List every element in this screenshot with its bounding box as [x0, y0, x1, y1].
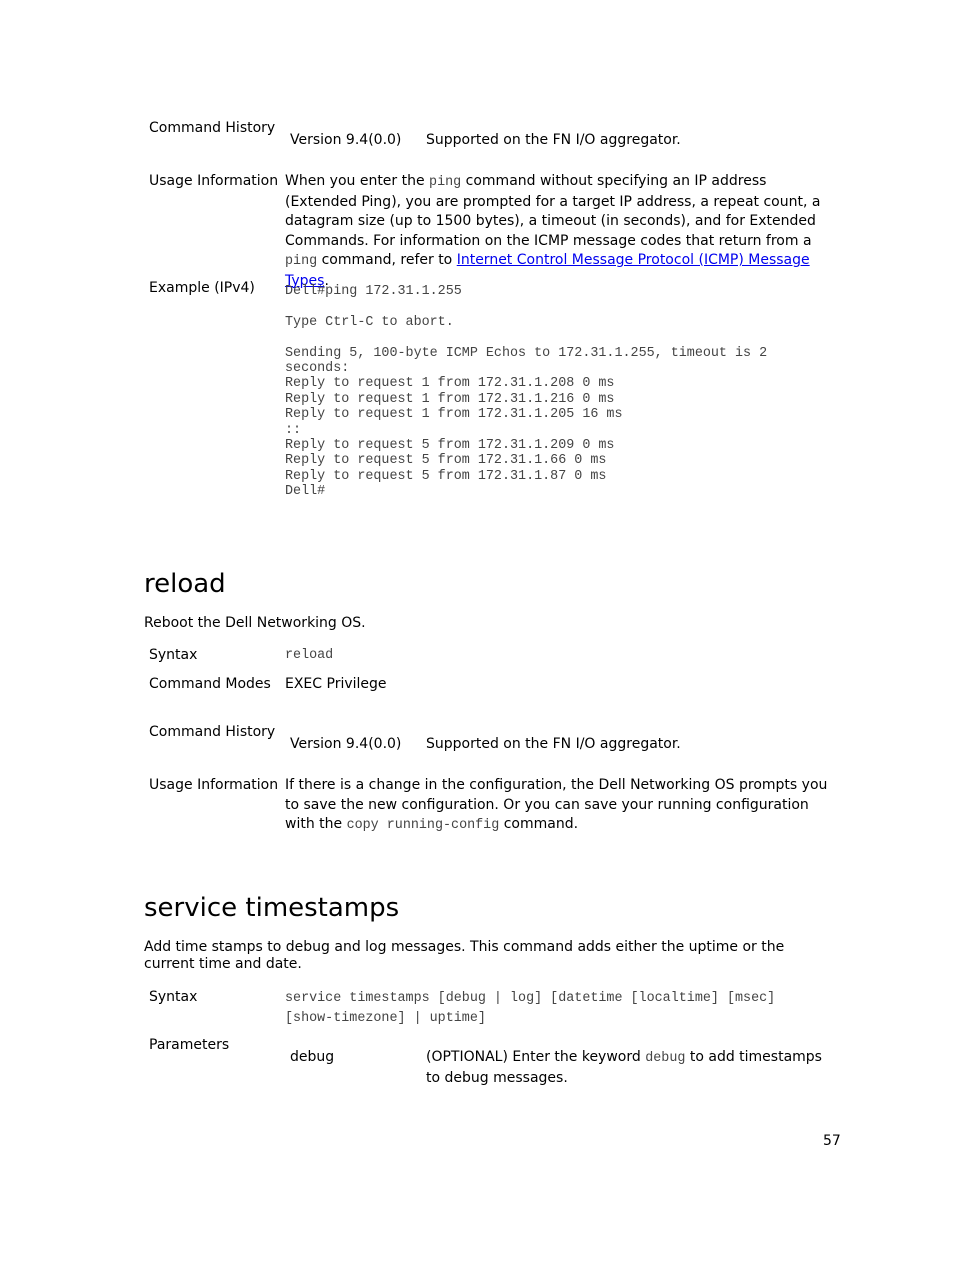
parameter-description [426, 1048, 836, 1088]
parameter-name: debug [290, 1049, 335, 1065]
syntax-value: service timestamps [debug | log] [datetime [localtime] [msec] [show-timezone] | uptime] [285, 991, 776, 1026]
inline-code: ping [429, 175, 462, 190]
param-text: (OPTIONAL) Enter the keyword [426, 1049, 646, 1065]
usage-text: . [324, 272, 329, 289]
reload-description: Reboot the Dell Networking OS. [144, 615, 366, 631]
page-number: 57 [823, 1133, 841, 1149]
usage-text: command without specifying an IP address (Extended Ping), you are prompted for a target IP address, a repeat count, a datagram size (up to 1500 bytes), a timeout (in seconds), and for Extended Commands. For information on the ICMP message codes that return from a [285, 173, 821, 249]
usage-information-text [285, 776, 835, 836]
syntax-label: Syntax [149, 647, 198, 663]
usage-information-label: Usage Information [149, 173, 279, 189]
section-title-reload: reload [144, 569, 226, 599]
syntax-label: Syntax [149, 989, 198, 1005]
param-text: to add timestamps to debug messages. [426, 1049, 822, 1086]
parameters-label: Parameters [149, 1037, 230, 1053]
syntax-value: reload [285, 648, 334, 663]
history-description: Supported on the FN I/O aggregator. [426, 736, 681, 752]
command-history-label: Command History [149, 120, 276, 136]
command-modes-label: Command Modes [149, 676, 271, 692]
usage-text: command, refer to [317, 252, 457, 268]
inline-code: copy running-config [346, 818, 500, 833]
usage-information-label: Usage Information [149, 777, 279, 793]
history-version: Version 9.4(0.0) [290, 132, 402, 148]
usage-text: When you enter the [285, 173, 430, 189]
command-modes-value: EXEC Privilege [285, 676, 387, 692]
inline-code: ping [285, 254, 318, 269]
service-timestamps-description: Add time stamps to debug and log messages. This command adds either the uptime or the current time and date. [144, 939, 785, 972]
history-description: Supported on the FN I/O aggregator. [426, 132, 681, 148]
section-title-service-timestamps: service timestamps [144, 893, 400, 923]
icmp-message-types-link[interactable]: Internet Control Message Protocol (ICMP) Message Types [285, 252, 810, 289]
example-code-block: Dell#ping 172.31.1.255 Type Ctrl-C to abort. Sending 5, 100-byte ICMP Echos to 172.31.1.255, timeout is 2 seconds: Reply to request 1 from 172.31.1.208 0 ms Reply to request 1 from 172.31.1.216 0 ms Reply to request 1 from 172.31.1.205 16 ms :: Reply to request 5 from 172.31.1.209 0 ms Reply to request 5 from 172.31.1.66 0 ms Reply to request 5 from 172.31.1.87 0 ms Dell# [285, 284, 768, 500]
example-label: Example (IPv4) [149, 280, 255, 296]
usage-information-text [285, 172, 835, 291]
history-version: Version 9.4(0.0) [290, 736, 402, 752]
usage-text: If there is a change in the configuration, the Dell Networking OS prompts you to save the new configuration. Or you can save your running configuration with the [285, 777, 828, 832]
usage-text: command. [499, 816, 579, 832]
inline-code: debug [645, 1051, 686, 1066]
command-history-label: Command History [149, 724, 276, 740]
